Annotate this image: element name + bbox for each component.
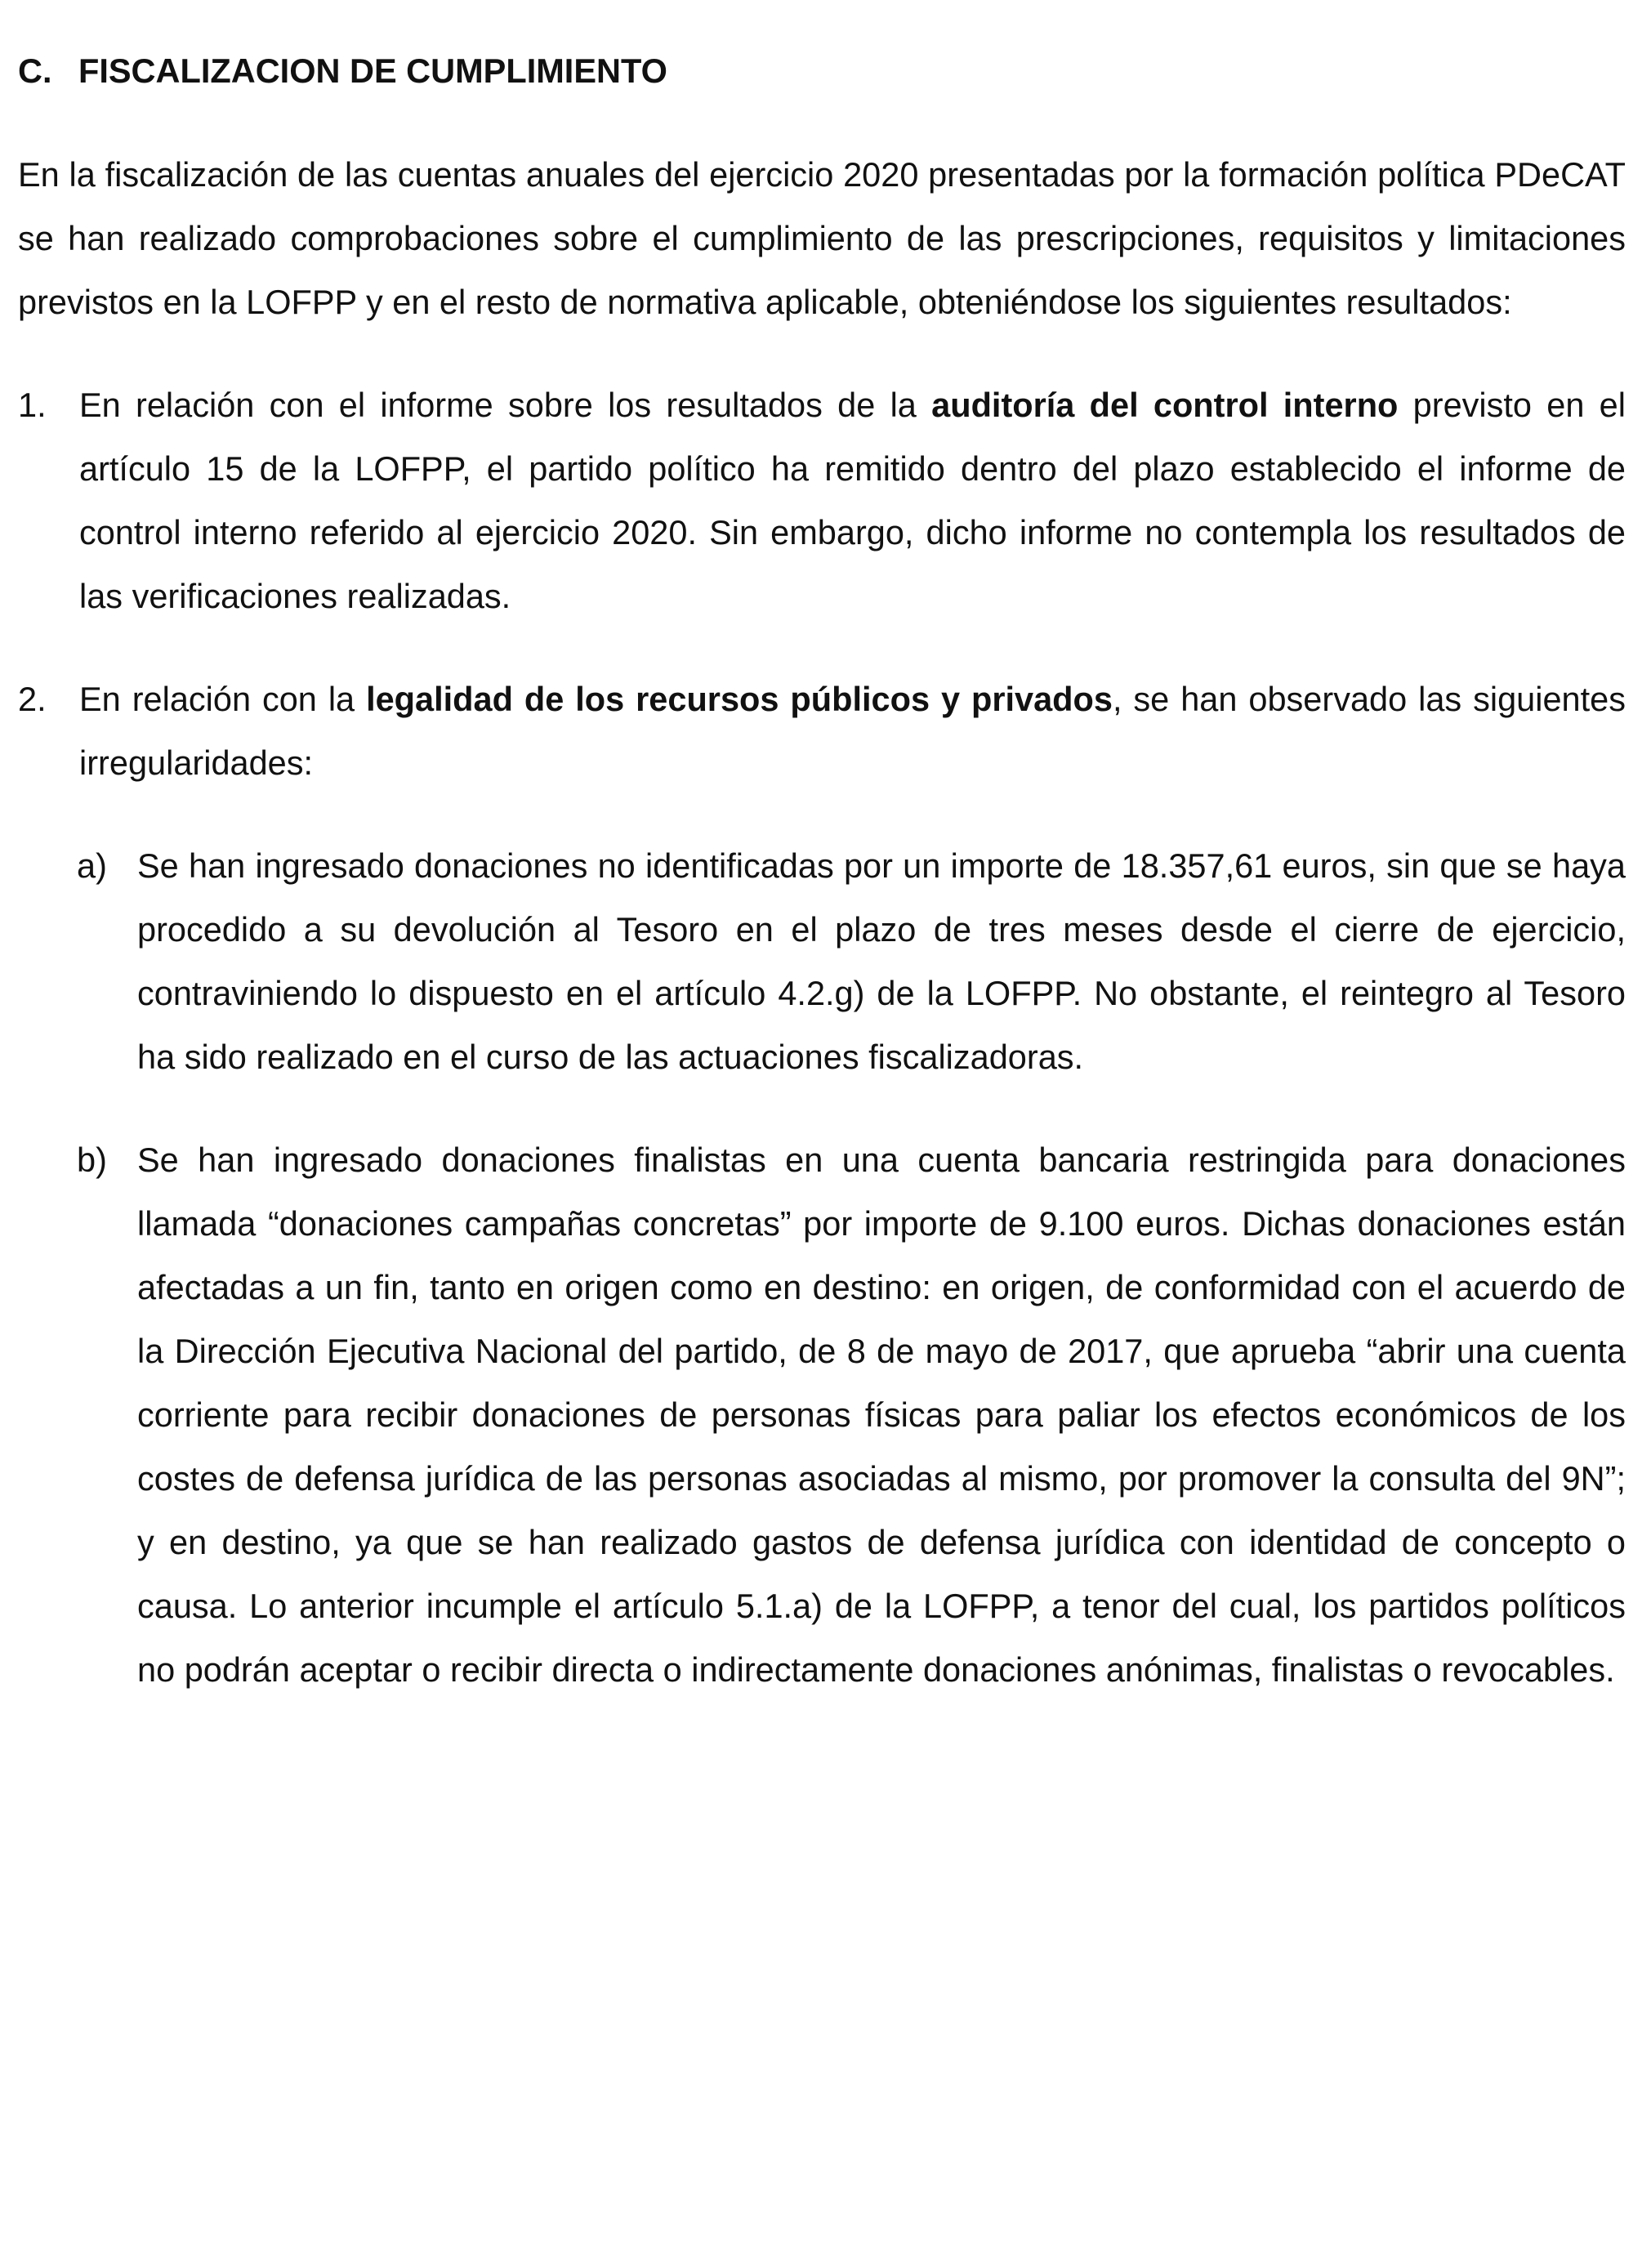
sub-item-a xyxy=(18,834,1626,1089)
sub-item-letter: a) xyxy=(77,846,107,885)
sub-list xyxy=(18,834,1626,1702)
intro-paragraph: En la fiscalización de las cuentas anuales del ejercicio 2020 presentadas por la formación política PDeCAT se han realizado comprobaciones sobre el cumplimiento de las prescripciones, requisitos y limitaciones previstos en la LOFPP y en el resto de normativa aplicable, obteniéndose los siguientes resultados: xyxy=(18,155,1626,321)
sub-item-text: Se han ingresado donaciones no identificadas por un importe de 18.357,61 euros, sin que se haya procedido a su devolución al Tesoro en el plazo de tres meses desde el cierre de ejercicio, contraviniendo lo dispuesto en el artículo 4.2.g) de la LOFPP. No obstante, el reintegro al Tesoro ha sido realizado en el curso de las actuaciones fiscalizadoras. xyxy=(137,846,1626,1076)
list-item-number: 2. xyxy=(18,680,47,718)
sub-item-letter: b) xyxy=(77,1141,107,1179)
section-letter: C. xyxy=(18,51,52,90)
list-item-2 xyxy=(18,667,1626,795)
list-item-number: 1. xyxy=(18,386,47,424)
document-page xyxy=(18,39,1626,1741)
list-item-text: En relación con la legalidad de los recursos públicos y privados, se han observado las siguientes irregularidades: xyxy=(79,680,1626,782)
emphasis-text: auditoría del control interno xyxy=(931,386,1399,424)
sub-item-text: Se han ingresado donaciones finalistas en una cuenta bancaria restringida para donaciones llamada “donaciones campañas concretas” por importe de 9.100 euros. Dichas donaciones están afectadas a un fin, tanto en origen como en destino: en origen, de conformidad con el acuerdo de la Dirección Ejecutiva Nacional del partido, de 8 de mayo de 2017, que aprueba “abrir una cuenta corriente para recibir donaciones de personas físicas para paliar los efectos económicos de los costes de defensa jurídica de las personas asociadas al mismo, por promover la consulta del 9N”; y en destino, ya que se han realizado gastos de defensa jurídica con identidad de concepto o causa. Lo anterior incumple el artículo 5.1.a) de la LOFPP, a tenor del cual, los partidos políticos no podrán aceptar o recibir directa o indirectamente donaciones anónimas, finalistas o revocables. xyxy=(137,1141,1626,1689)
section-heading xyxy=(18,39,1626,103)
section-title: FISCALIZACION DE CUMPLIMIENTO xyxy=(78,51,667,90)
list-item-text: En relación con el informe sobre los resultados de la auditoría del control interno previsto en el artículo 15 de la LOFPP, el partido político ha remitido dentro del plazo establecido el informe de control interno referido al ejercicio 2020. Sin embargo, dicho informe no contempla los resultados de las verificaciones realizadas. xyxy=(79,386,1626,615)
sub-item-b xyxy=(18,1128,1626,1702)
emphasis-text: legalidad de los recursos públicos y privados xyxy=(366,680,1113,718)
list-item-1 xyxy=(18,373,1626,628)
